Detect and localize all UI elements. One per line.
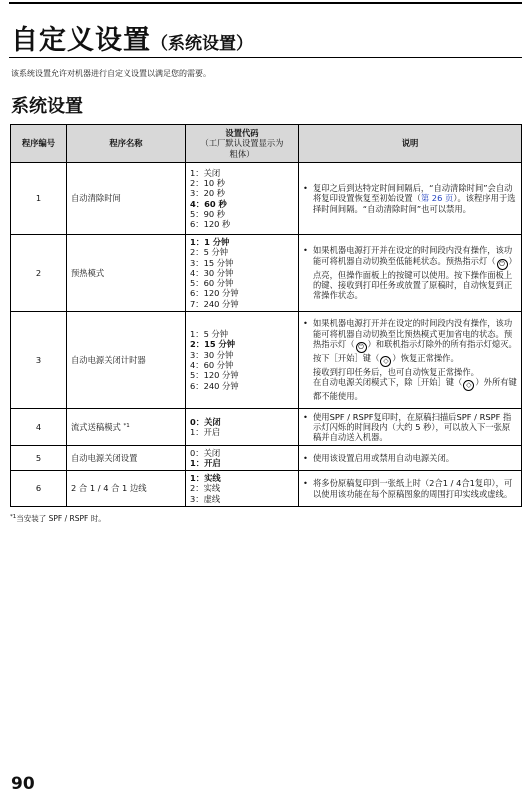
top-rule — [9, 2, 522, 4]
desc-text: 使用该设置启用或禁用自动电源关闭。 — [313, 452, 455, 463]
program-no: 6 — [11, 471, 67, 507]
start-key-icon: ◇ — [380, 356, 391, 367]
col-header-setting — [186, 125, 299, 163]
setting-code-default: 1：实线 — [190, 473, 221, 484]
setting-code: 4：30 分钟 — [190, 267, 234, 278]
setting-code: 3：20 秒 — [190, 188, 226, 199]
setting-codes — [186, 235, 299, 312]
setting-code: 2：实线 — [190, 483, 221, 494]
setting-codes — [186, 312, 299, 409]
title-rule — [9, 57, 522, 58]
start-key-icon: ◇ — [463, 380, 474, 391]
desc-text: 如果机器电源打开并在设定的时间段内没有操作，该功能可将机器自动切换至低能耗状态。预热指示灯（ — [313, 245, 513, 266]
setting-code: 6：120 秒 — [190, 219, 231, 230]
setting-codes — [186, 163, 299, 235]
program-name: 自动电源关闭计时器 — [67, 312, 186, 409]
setting-code: 4：60 分钟 — [190, 360, 234, 370]
program-no: 1 — [11, 163, 67, 235]
desc-text: ）恢复正常操作。 — [392, 353, 459, 363]
setting-codes — [186, 409, 299, 446]
footnote-mark: *1 — [10, 514, 17, 520]
setting-code: 3：30 分钟 — [190, 349, 234, 360]
setting-code: 5：60 分钟 — [190, 278, 234, 289]
program-description — [299, 312, 522, 409]
desc-text: 接收到打印任务后，也可自动恢复正常操作。 — [313, 367, 479, 377]
setting-code: 5：120 分钟 — [190, 370, 239, 381]
setting-code: 2：10 秒 — [190, 177, 226, 188]
desc-text: 使用SPF / RSPF复印时，在原稿扫描后SPF / RSPF 指示灯闪烁的时间段内（大约 5 秒），可以放入下一张原稿并自动送入机器。 — [313, 411, 512, 443]
setting-code: 7：240 分钟 — [190, 298, 239, 309]
table-row — [11, 409, 522, 446]
bullet: • — [303, 452, 308, 463]
desc-text: 在自动电源关闭模式下，除［开始］键（ — [313, 377, 463, 388]
program-name: 2 合 1 / 4 合 1 边线 — [67, 471, 186, 507]
footnote — [10, 513, 106, 524]
program-name: 自动清除时间 — [67, 163, 186, 235]
program-name: 自动电源关闭设置 — [67, 446, 186, 471]
setting-code: 1：关闭 — [190, 167, 221, 178]
desc-text: ）点亮，但操作面板上的按键可以使用。按下操作面板上的键、接收到打印任务或放置了原稿时，自动恢复到正常操作状态。 — [313, 255, 517, 301]
bullet: • — [303, 183, 308, 194]
table-row — [11, 471, 522, 507]
col-header-desc: 说明 — [299, 125, 522, 163]
program-no: 3 — [11, 312, 67, 409]
setting-code: 1：开启 — [190, 427, 221, 437]
program-description — [299, 446, 522, 471]
setting-code: 6：120 分钟 — [190, 288, 239, 299]
setting-code: 1：5 分钟 — [190, 329, 229, 340]
desc-line — [303, 377, 517, 401]
setting-code: 3：虚线 — [190, 493, 221, 504]
col-header-setting-line1: 设置代码 — [225, 128, 259, 139]
section-heading: 系统设置 — [11, 96, 83, 117]
intro-text: 该系统设置允许对机器进行自定义设置以满足您的需要。 — [11, 69, 211, 78]
page-title-sub: （系统设置） — [151, 34, 253, 54]
page-title-main: 自定义设置 — [11, 25, 151, 56]
desc-text: ）。该程序用于选择时间间隔。“自动清除时间”也可以禁用。 — [313, 193, 516, 214]
setting-code-default: 4：60 秒 — [190, 198, 227, 209]
setting-code-default: 1：1 分钟 — [190, 236, 230, 247]
program-description — [299, 235, 522, 312]
col-header-no: 程序编号 — [11, 125, 67, 163]
program-name: 预热模式 — [67, 235, 186, 312]
col-header-name: 程序名称 — [67, 125, 186, 163]
bullet: • — [303, 245, 308, 256]
program-no: 4 — [11, 409, 67, 446]
system-settings-table — [10, 124, 522, 507]
table-header-row — [11, 125, 522, 163]
desc-text: ）和联机指示灯除外的所有指示灯熄灭。按下［开始］键（ — [313, 339, 517, 363]
desc-text: 如果机器电源打开并在设定的时间段内没有操作，该功能可将机器自动切换至比预热模式更加省电的状态。预热指示灯（ — [313, 318, 513, 349]
program-name-cell — [67, 409, 186, 446]
program-description — [299, 163, 522, 235]
bullet: • — [303, 478, 308, 489]
setting-code: 2：5 分钟 — [190, 247, 229, 258]
table-row — [11, 163, 522, 235]
table-row — [11, 235, 522, 312]
page-number: 90 — [11, 774, 35, 794]
setting-codes — [186, 471, 299, 507]
power-saver-icon: ⏻ — [356, 342, 367, 353]
program-no: 2 — [11, 235, 67, 312]
setting-code: 0：关闭 — [190, 447, 221, 458]
table-row — [11, 312, 522, 409]
footnote-mark: *1 — [123, 423, 130, 430]
page-reference-link[interactable]: 第 26 页 — [420, 193, 454, 204]
col-header-setting-line2: （工厂默认设置显示为 — [200, 138, 284, 149]
program-description — [299, 471, 522, 507]
program-description — [299, 409, 522, 446]
desc-text: 将多份原稿复印到一张纸上时（2合1 / 4合1复印），可以使用该功能在每个原稿图象的周围打印实线或虚线。 — [313, 478, 513, 499]
desc-text: ）外所有键都不能使用。 — [313, 377, 517, 402]
col-header-setting-line3: 粗体） — [229, 148, 255, 159]
footnote-text: 当安装了 SPF / RSPF 时。 — [16, 514, 106, 523]
setting-code: 6：240 分钟 — [190, 380, 239, 391]
page-title — [11, 18, 253, 57]
power-saver-icon: ⏻ — [497, 259, 508, 270]
setting-codes — [186, 446, 299, 471]
program-no: 5 — [11, 446, 67, 471]
setting-code-default: 2：15 分钟 — [190, 339, 236, 350]
table-row — [11, 446, 522, 471]
bullet: • — [303, 411, 308, 422]
program-name: 流式送稿模式 — [71, 422, 121, 433]
setting-code-default: 1：开启 — [190, 458, 221, 468]
desc-text: 复印之后到达特定时间间隔后，“自动清除时间”会自动将复印设置恢复至初始设置（ — [313, 183, 513, 204]
setting-code-default: 0：关闭 — [190, 416, 221, 427]
setting-code: 3：15 分钟 — [190, 257, 234, 268]
setting-code: 5：90 秒 — [190, 208, 226, 219]
bullet: • — [303, 318, 308, 329]
